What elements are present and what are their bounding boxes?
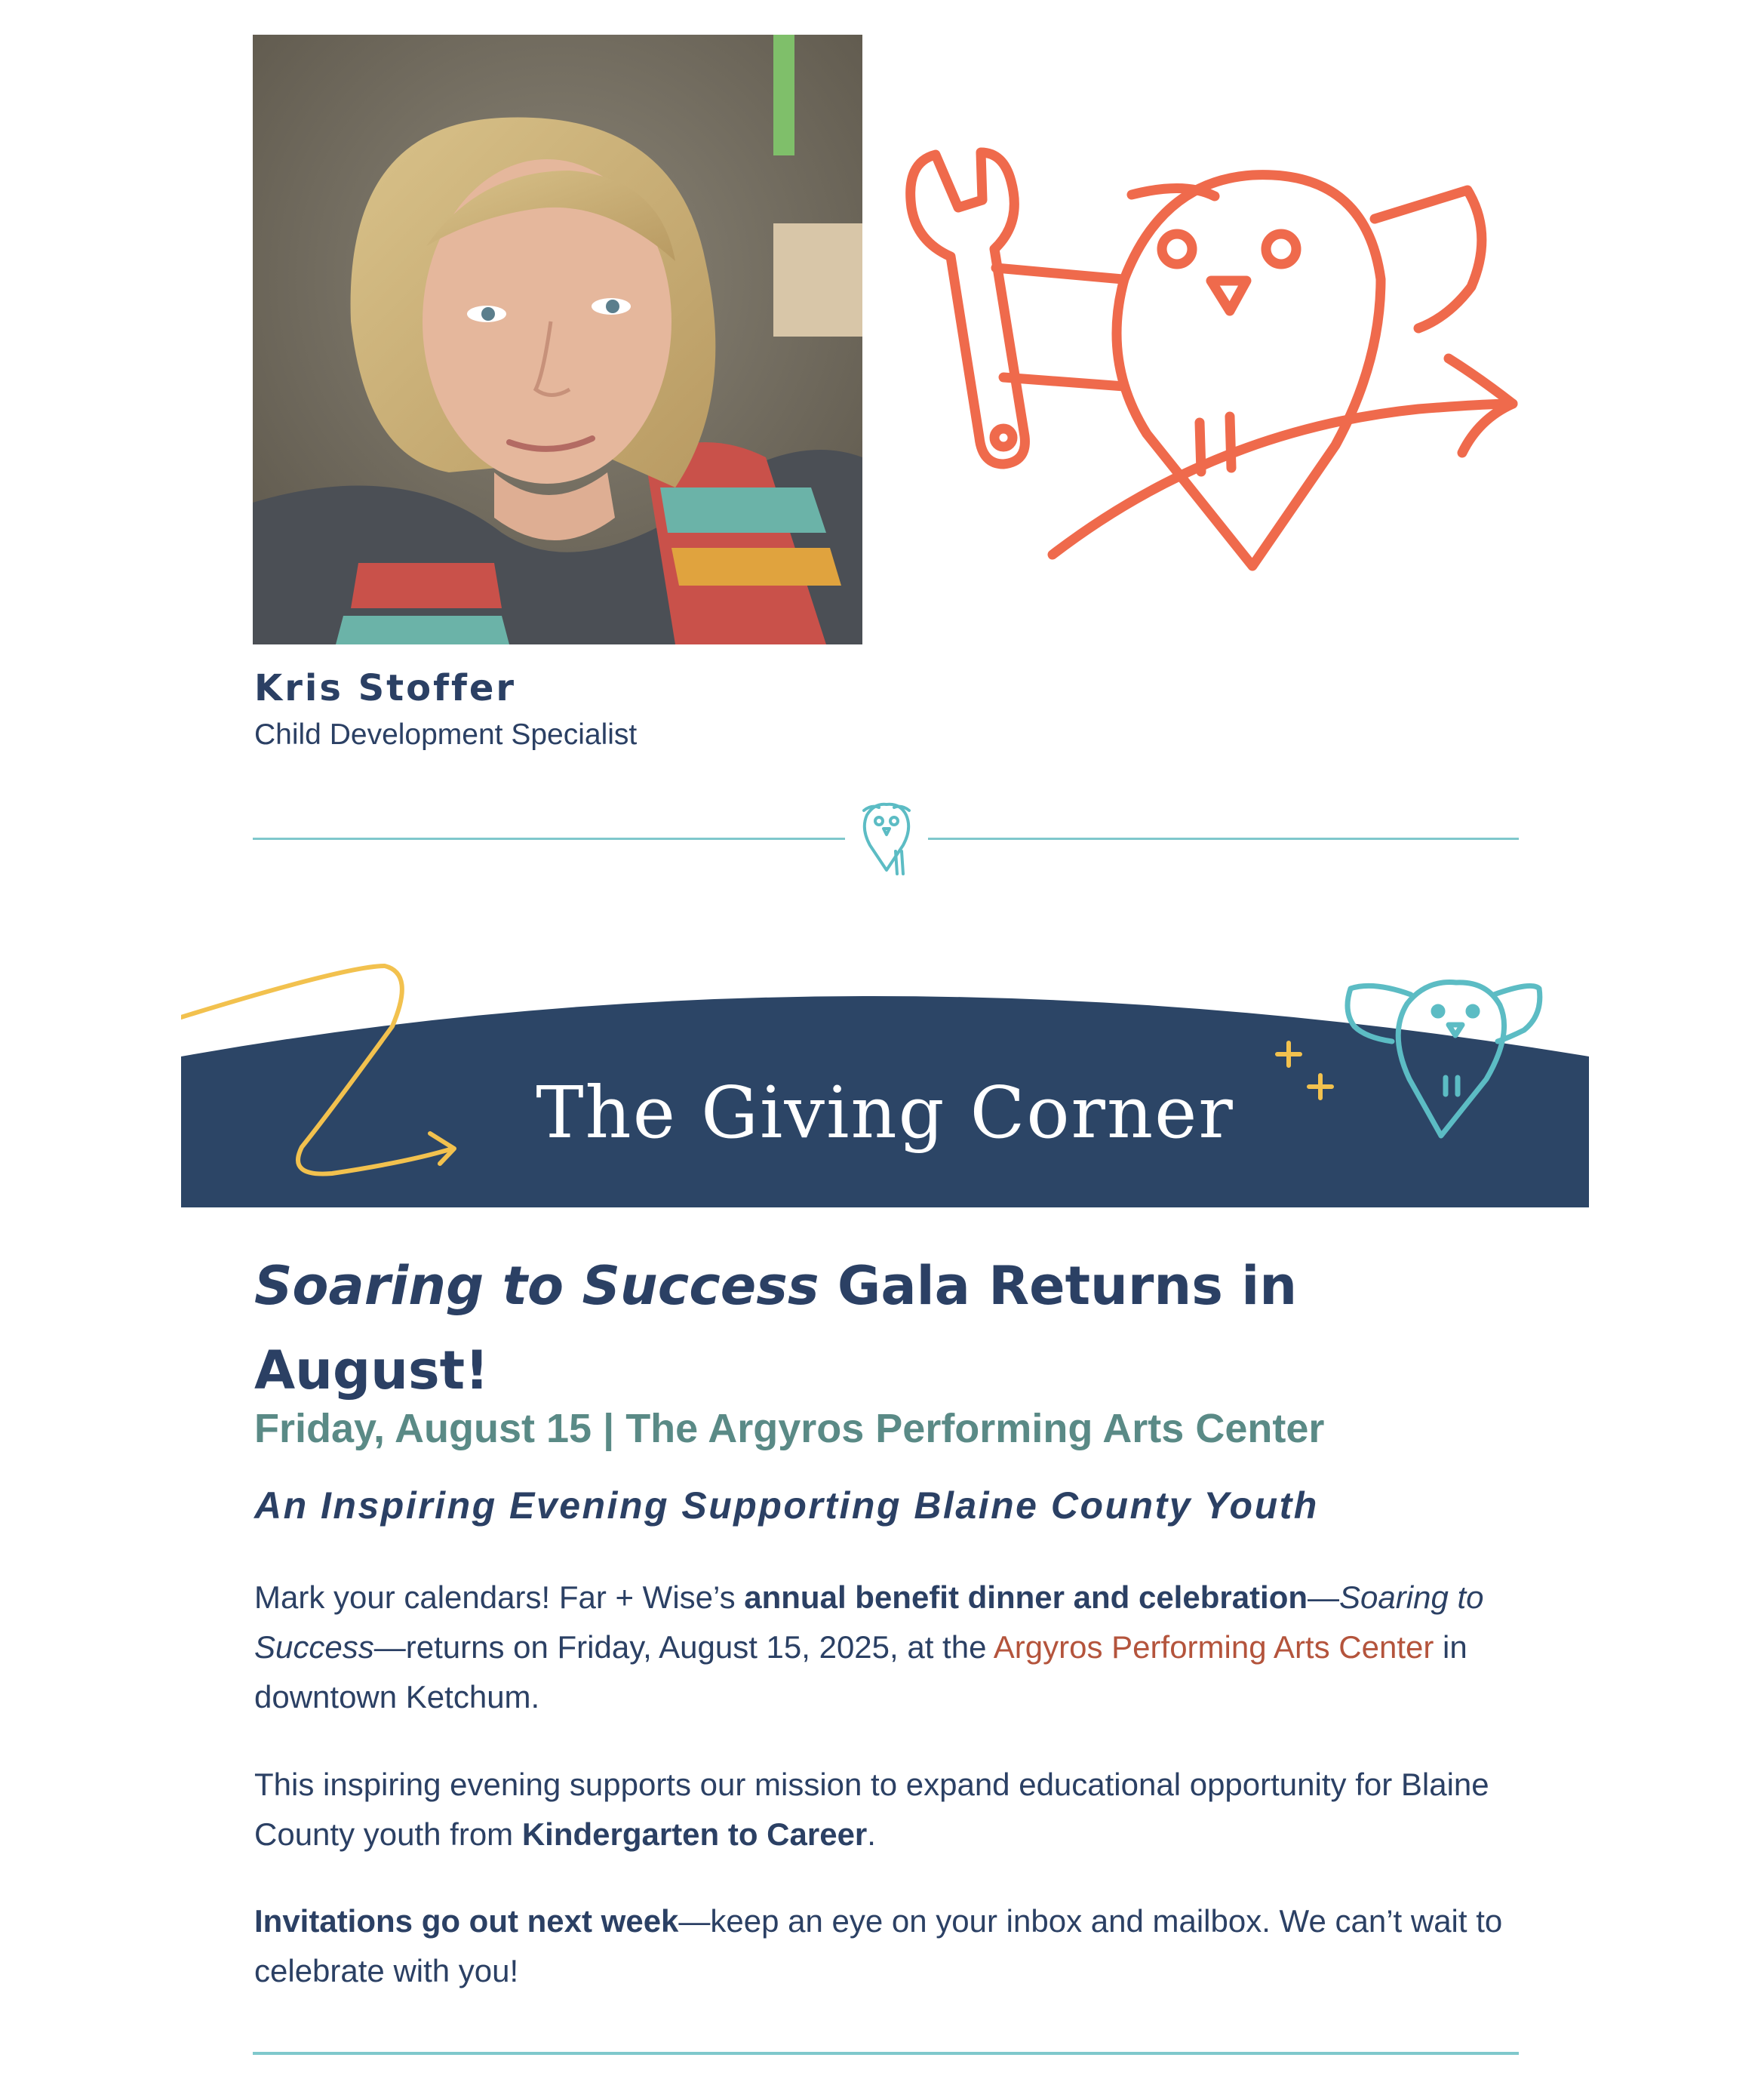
p1-italic-1: Soaring to Success xyxy=(254,1579,1484,1665)
p1-text-1: Mark your calendars! Far + Wise’s xyxy=(254,1579,745,1615)
staff-title: Child Development Specialist xyxy=(254,718,638,751)
article-tagline: An Inspiring Evening Supporting Blaine County Youth xyxy=(254,1484,1319,1527)
p2-bold-1: Kindergarten to Career xyxy=(521,1816,868,1852)
p1-bold-1: annual benefit dinner and celebration xyxy=(744,1579,1308,1615)
p1-text-2: — xyxy=(1308,1579,1340,1615)
paragraph-invitations xyxy=(254,1896,1537,1996)
argyros-center-link[interactable]: Argyros Performing Arts Center xyxy=(993,1629,1434,1665)
owl-divider-icon xyxy=(856,798,917,878)
p2-text-1: This inspiring evening supports our mission to expand educational opportunity for Blaine County youth from xyxy=(254,1767,1489,1852)
owl-wrench-illustration xyxy=(898,136,1532,581)
article-heading xyxy=(254,1244,1537,1413)
divider-line-right xyxy=(928,838,1519,840)
wrench-icon xyxy=(911,152,1025,464)
p3-bold-1: Invitations go out next week xyxy=(254,1903,679,1939)
heart-owl-icon xyxy=(1117,175,1381,566)
bottom-divider-line xyxy=(253,2052,1519,2055)
arrow-icon xyxy=(1053,404,1513,555)
p2-text-2: . xyxy=(867,1816,876,1852)
staff-name: Kris Stoffer xyxy=(254,667,517,709)
p3-text-1: —keep an eye on your inbox and mailbox. We can’t wait to celebrate with you! xyxy=(254,1903,1503,1988)
staff-photo xyxy=(253,35,862,644)
heading-gala-name: Soaring to Success xyxy=(254,1255,819,1317)
p1-text-3: —returns on Friday, August 15, 2025, at the xyxy=(373,1629,994,1665)
event-date-venue: Friday, August 15 | The Argyros Performing Arts Center xyxy=(254,1406,1325,1451)
paragraph-announcement xyxy=(254,1573,1537,1722)
divider-line-left xyxy=(253,838,845,840)
heading-rest: Gala Returns in August! xyxy=(254,1255,1298,1401)
portrait-photo xyxy=(253,35,862,644)
p1-text-4: in downtown Ketchum. xyxy=(254,1629,1467,1715)
banner-title: The Giving Corner xyxy=(536,1072,1234,1155)
paragraph-mission xyxy=(254,1760,1537,1859)
